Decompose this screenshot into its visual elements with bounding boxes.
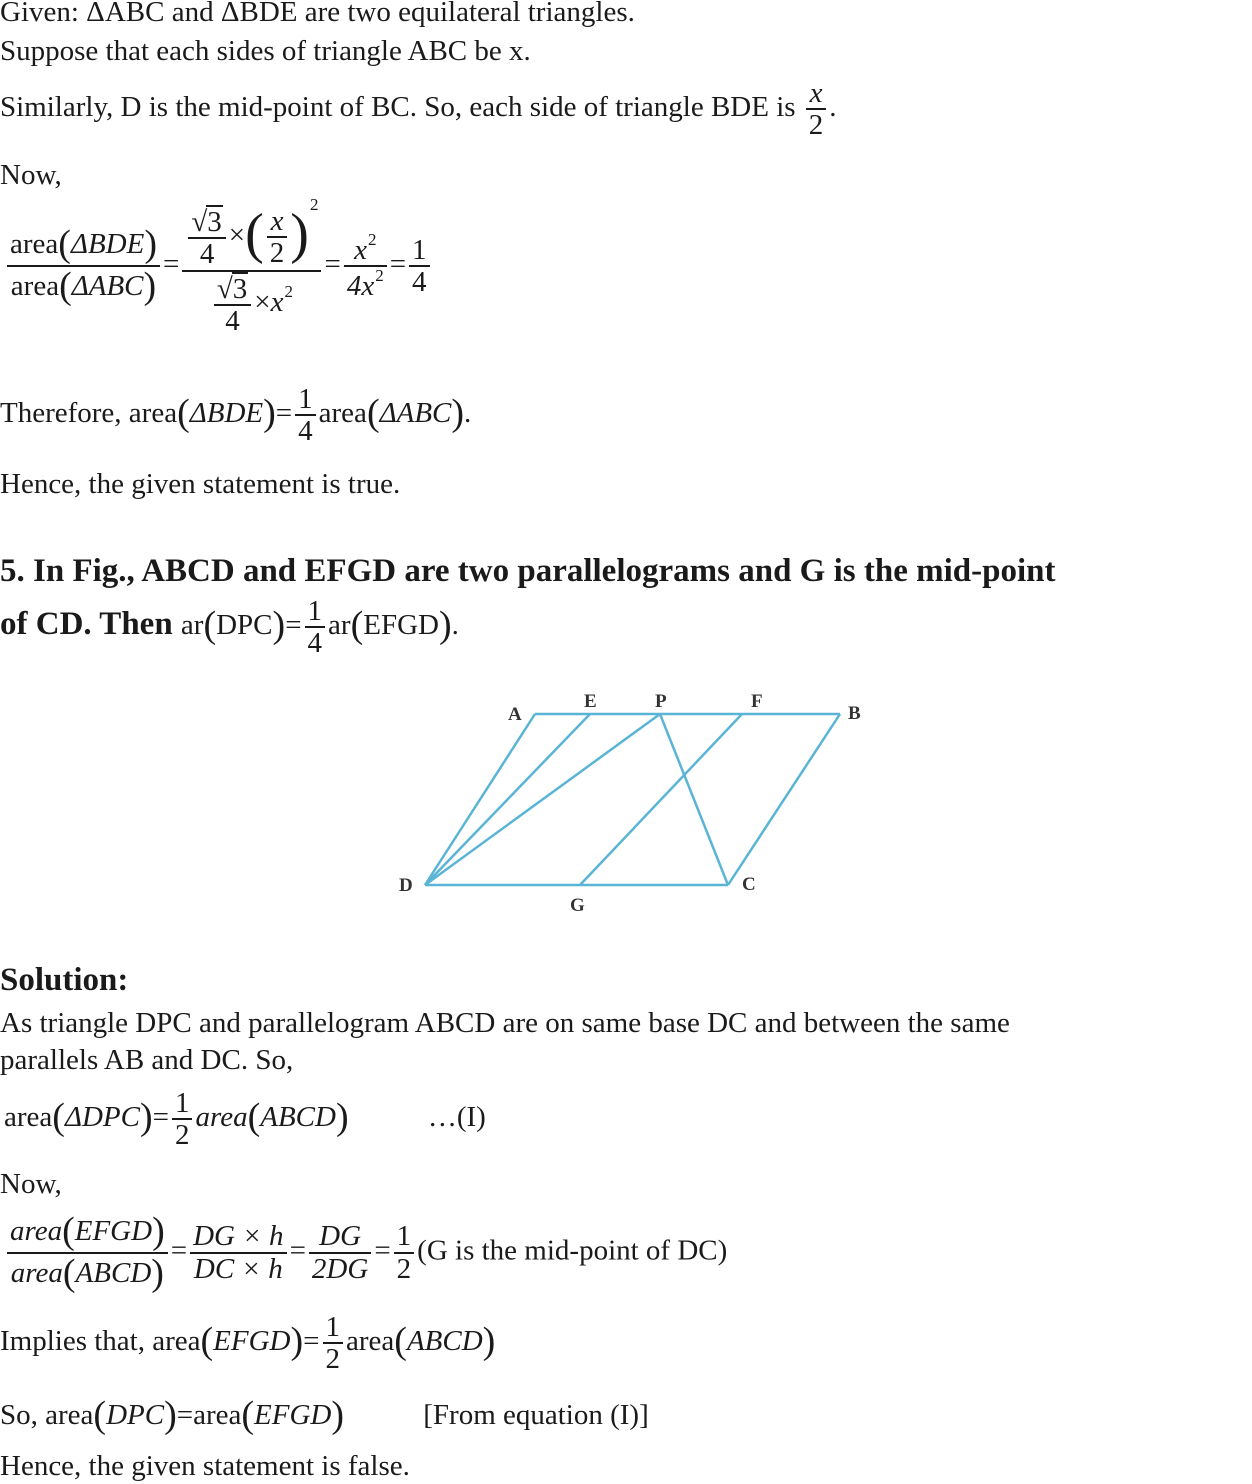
one-half: $\frac{1}{2}$ [172, 1088, 193, 1151]
similarly-line [0, 78, 837, 141]
x-over-2: $\frac{x}{2}$ [267, 206, 288, 269]
equals-sign: = [324, 247, 341, 280]
segment-BC [728, 714, 840, 885]
now-line: Now, [0, 159, 62, 191]
x2-over-4x2: $\frac{x^2}{4x^2}$ [344, 231, 387, 302]
so-line: So, area(DPC)=area(EFGD) [From equation (I)] [0, 1394, 649, 1436]
label-E: E [584, 691, 597, 712]
equals-sign: = [389, 247, 407, 280]
one-half: $\frac{1}{2}$ [323, 1312, 344, 1375]
formula-fraction [182, 196, 321, 337]
fraction-numerator: x [806, 78, 827, 110]
label-F: F [751, 691, 763, 712]
equals-sign: = [163, 247, 180, 280]
one-half: $\frac{1}{2}$ [394, 1221, 415, 1284]
label-B: B [848, 703, 861, 724]
question-5-line1: 5. In Fig., ABCD and EFGD are two parallelograms and G is the mid-point [0, 553, 1056, 589]
fraction-denominator: 2 [808, 109, 824, 142]
formula-denominator: $\frac{√3}{4}$ $\times x^2$ [182, 272, 321, 337]
suppose-line: Suppose that each sides of triangle ABC be x. [0, 35, 531, 67]
hence-true-line: Hence, the given statement is true. [0, 468, 401, 500]
segment-PD [425, 714, 660, 885]
period: . [829, 91, 837, 124]
midpoint-note: (G is the mid-point of DC) [417, 1234, 728, 1267]
sqrt3-over-4: $\frac{√3}{4}$ [188, 205, 225, 270]
area-bde: area(ΔBDE) [7, 225, 160, 267]
area-ratio-fraction [7, 225, 160, 307]
label-A: A [508, 704, 522, 725]
parallelogram-figure [390, 690, 880, 925]
area-abc: area(ΔABC) [10, 265, 157, 308]
label-P: P [655, 691, 667, 712]
formula-numerator: $\frac{√3}{4}$ ×( $\frac{x}{2}$ )$^2$ [182, 196, 321, 272]
solution-p1-line2: parallels AB and DC. So, [0, 1044, 294, 1076]
label-D: D [399, 875, 413, 896]
fraction-x-over-2 [806, 78, 827, 141]
one-quarter: $\frac{1}{4}$ [305, 596, 326, 659]
segment-AD [425, 714, 535, 885]
sqrt3-over-4-den: $\frac{√3}{4}$ [214, 272, 251, 337]
label-C: C [742, 874, 756, 895]
similarly-text: Similarly, D is the mid-point of BC. So, each side of triangle BDE is [0, 91, 796, 124]
one-quarter: $\frac{1}{4}$ [409, 235, 430, 298]
segment-ED [425, 714, 590, 885]
ratio-equation [4, 196, 433, 337]
solution-p1-line1: As triangle DPC and parallelogram ABCD are on same base DC and between the same [0, 1007, 1010, 1039]
area-efgd-over-abcd: $\frac{\text{area(EFGD)}}{\text{area(ABCD)}}$ [7, 1212, 168, 1294]
dg-h-over-dc-h: $\frac{DG \times h}{DC \times h}$ [190, 1221, 286, 1284]
implies-line: Implies that, area(EFGD)= $\frac{1}{2}$ area(ABCD) [0, 1311, 496, 1376]
question-5-line2: of CD. Then ar(DPC)= $\frac{1}{4}$ ar(EFGD). [0, 595, 459, 660]
dg-over-2dg: $\frac{DG}{2DG}$ [309, 1221, 371, 1284]
equation-ratio-efgd: $\frac{\text{area(EFGD)}}{\text{area(ABCD)}}$ = $\frac{DG \times h}{DC \times h}$ = $\frac{DG}{2DG}$ = $\frac{1}{2}$ (G is the mid-point of DC) [4, 1212, 727, 1294]
given-line: Given: ΔABC and ΔBDE are two equilateral triangles. [0, 0, 635, 28]
label-G: G [570, 895, 585, 916]
hence-false-line: Hence, the given statement is false. [0, 1450, 410, 1482]
therefore-line: Therefore, area(ΔBDE)= $\frac{1}{4}$ area(ΔABC). [0, 383, 472, 448]
now-line-2: Now, [0, 1168, 62, 1200]
equation-label-I: …(I) [427, 1101, 486, 1134]
equation-reference: [From equation (I)] [423, 1399, 649, 1431]
one-quarter: $\frac{1}{4}$ [295, 384, 316, 447]
equation-I: area(ΔDPC)= $\frac{1}{2}$ area(ABCD) …(I) [4, 1087, 486, 1152]
solution-title: Solution: [0, 962, 129, 998]
